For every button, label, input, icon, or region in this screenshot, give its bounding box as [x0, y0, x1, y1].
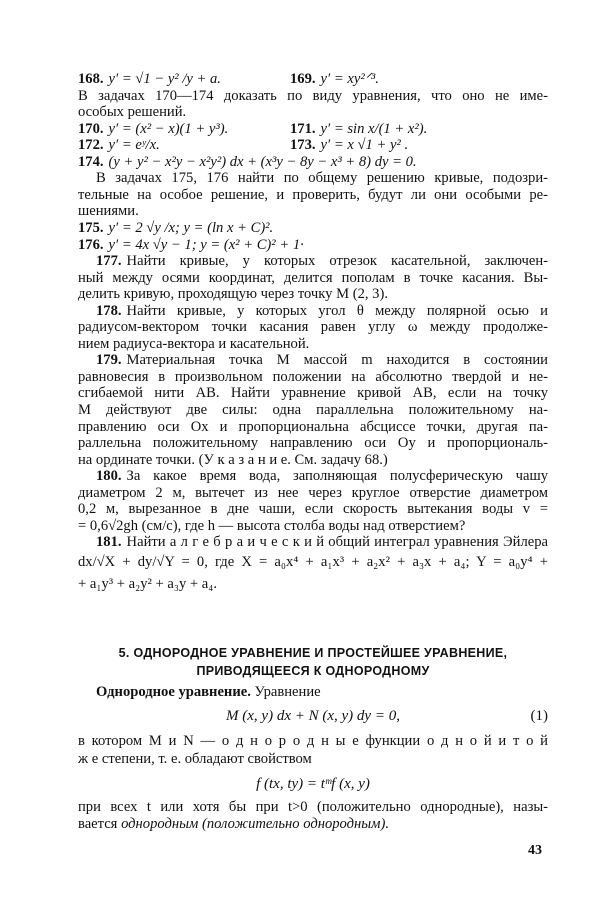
text-line: [78, 319, 548, 336]
line-text: y′ = x √1 + y² .: [320, 137, 409, 154]
line-text: За какое время вода, заполняющая полусферическую чашу: [126, 468, 548, 485]
line-text: радиусом-вектором точки касания равен углу ω между продолже-: [78, 319, 548, 336]
problem-number: 175.: [78, 219, 104, 236]
text-line: [78, 435, 548, 452]
line-text: 0,2 м, вырезанное в дне чаши, если скорость вытекания воды v =: [78, 501, 548, 518]
text-line: [78, 576, 548, 593]
line-text: правлению оси Ox и пропорциональна абсциссе точки, другая па-: [78, 418, 548, 435]
text-line-a: в котором M и N — о д н о р о д н ы е функции о д н о й и т о й: [78, 733, 548, 749]
text-line: [78, 501, 548, 518]
text-line: [78, 554, 548, 571]
problem-line: [78, 154, 548, 171]
problem-line: [96, 352, 548, 369]
problem-number: 171.: [290, 120, 316, 137]
problem-number: 177.: [96, 253, 122, 270]
text-line: [78, 402, 548, 419]
line-text: нием радиуса-вектора и касательной.: [78, 335, 310, 352]
text-line: [78, 452, 548, 469]
problem-number: 174.: [78, 153, 104, 170]
line-text: диаметром 2 м, вытечет из нее через круглое отверстие диаметром: [78, 484, 548, 501]
problem-line: [96, 303, 548, 320]
line-text: M действуют две силы: одна параллельна положительному на-: [78, 402, 548, 418]
line-text: y′ = sin x/(1 + x²).: [320, 120, 428, 137]
line-text: делить кривую, проходящую через точку M (2, 3).: [78, 286, 388, 303]
text-line: [78, 419, 548, 436]
text-line: [78, 485, 548, 502]
problem-line: [96, 468, 548, 485]
line-text: В задачах 175, 176 найти по общему решению кривые, подозри-: [96, 170, 548, 187]
problem-number: 172.: [78, 137, 104, 154]
section-heading-line2: ПРИВОДЯЩЕЕСЯ К ОДНОРОДНОМУ: [196, 664, 430, 678]
line-text: y′ = eʸ/x.: [108, 137, 160, 154]
problem-line: [78, 220, 548, 237]
problem-line: [96, 253, 548, 270]
text-line: [78, 88, 548, 105]
line-text: раллельна положительному направлению оси Oy и пропорциональ-: [78, 435, 548, 452]
text-line-d-italic: однородным (положительно однородным).: [121, 816, 389, 832]
problem-number: 173.: [290, 137, 316, 154]
problem-number: 169.: [290, 71, 316, 87]
problem-line: [96, 534, 548, 551]
page-number: 43: [528, 843, 542, 858]
problem-number: 170.: [78, 120, 104, 137]
text-line-d-prefix: вается: [78, 816, 118, 832]
line-text: Найти кривые, у которых угол θ между полярной осью и: [126, 302, 548, 319]
text-line: [78, 518, 548, 535]
text-line-c: при всех t или хотя бы при t>0 (положительно однородные), назы-: [78, 799, 548, 815]
line-text: шениями.: [78, 203, 139, 220]
line-text: y′ = xy²ᐟ³.: [320, 71, 379, 87]
problem-line: [78, 137, 548, 154]
text-line: [78, 369, 548, 386]
line-text: ный между осями координат, делится пополам в точке касания. Вы-: [78, 269, 548, 286]
problem-number: 168.: [78, 71, 104, 87]
problem-number: 179.: [96, 352, 122, 369]
problem-number: 181.: [96, 534, 122, 551]
line-text: сгибаемой нити AB. Найти уравнение кривой AB, если на точку: [78, 385, 548, 402]
text-line: [78, 203, 548, 220]
text-line-b: ж е степени, т. е. обладают свойством: [78, 751, 312, 767]
line-text: Найти а л г е б р а и ч е с к и й общий интеграл уравнения Эйлера: [126, 534, 548, 551]
problem-number: 176.: [78, 236, 104, 253]
problem-line-second-column: [290, 137, 408, 154]
text-line: [96, 170, 548, 187]
line-text: dx/√X + dy/√Y = 0, где X = a₀x⁴ + a₁x³ + a₂x² + a₃x + a₄; Y = a₀y⁴ +: [78, 553, 548, 570]
text-line: [78, 385, 548, 402]
line-text: y′ = 2 √y /x; y = (ln x + C)².: [108, 219, 274, 236]
line-text: y′ = (x² − x)(1 + y³).: [108, 120, 229, 137]
section-heading-line1: 5. ОДНОРОДНОЕ УРАВНЕНИЕ И ПРОСТЕЙШЕЕ УРАВНЕНИЕ,: [118, 646, 508, 660]
text-line: [78, 187, 548, 204]
text-line: [78, 336, 548, 353]
text-line: [78, 104, 548, 121]
problem-line: [78, 121, 548, 138]
line-text: y′ = 4x √y − 1; y = (x² + C)² + 1·: [108, 236, 304, 253]
text-line-d: [78, 816, 548, 833]
problem-line: [78, 71, 548, 88]
subheading-bold: Однородное уравнение.: [96, 684, 251, 700]
problem-line-second-column: [290, 121, 427, 138]
line-text: тельные на особое решение, и проверить, будут ли они особыми ре-: [78, 186, 548, 203]
problem-line: [78, 237, 548, 254]
line-text: равновесия в произвольном положении на абсолютно твердой и не-: [78, 368, 548, 385]
problem-number: 178.: [96, 302, 122, 319]
text-line: [78, 286, 548, 303]
problem-number: 180.: [96, 468, 122, 485]
line-text: В задачах 170—174 доказать по виду уравнения, что оно не име-: [78, 87, 548, 104]
line-text: + a₁y³ + a₂y² + a₃y + a₄.: [78, 575, 218, 592]
line-text: Материальная точка M массой m находится в состоянии: [126, 352, 548, 369]
subheading: [96, 684, 548, 701]
equation-2: f (tx, ty) = tᵐf (x, y): [256, 776, 370, 792]
equation-1: M (x, y) dx + N (x, y) dy = 0,: [226, 708, 400, 724]
line-text: (y + y² − x²y − x²y²) dx + (x³y − 8y − x³ + 8) dy = 0.: [108, 153, 417, 170]
line-text: на ординате точки. (У к а з а н и е. См. задачу 68.): [78, 451, 388, 468]
text-line: [78, 270, 548, 287]
equation-1-number: (1): [530, 708, 548, 724]
problem-line-second-column: [290, 71, 379, 88]
line-text: y′ = √1 − y² /y + a.: [108, 71, 221, 87]
line-text: особых решений.: [78, 104, 187, 121]
line-text: = 0,6√2gh (см/с), где h — высота столба воды над отверстием?: [78, 517, 466, 534]
line-text: Найти кривые, у которых отрезок касательной, заключен-: [126, 253, 548, 270]
subheading-text: Уравнение: [254, 684, 321, 700]
